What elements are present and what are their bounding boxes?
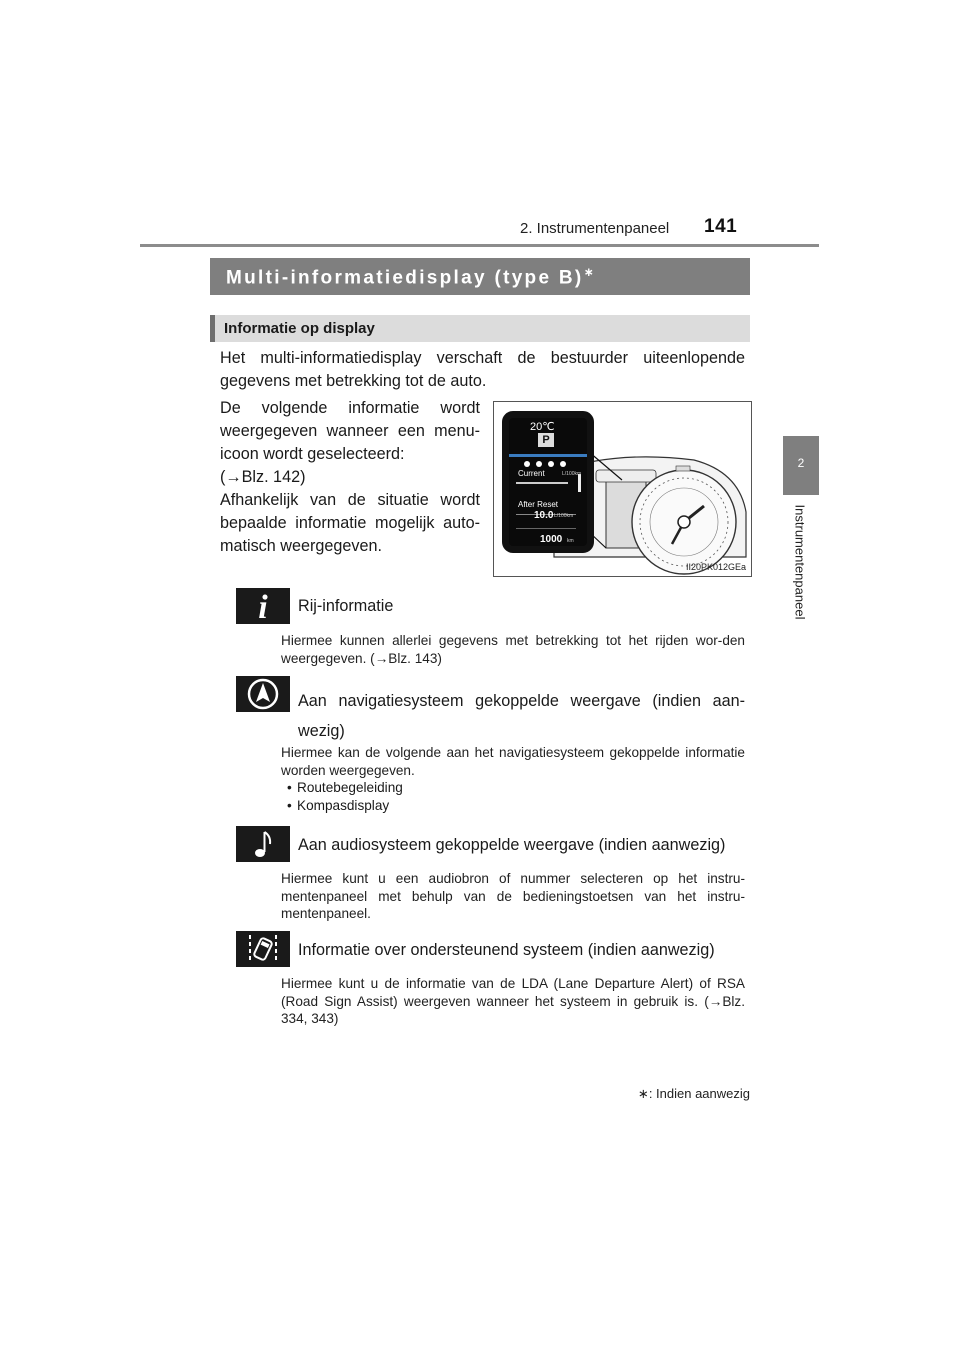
bullet-route-guidance: • Routebegeleiding [287,779,745,797]
intro-paragraph: Het multi-informatiedisplay verschaft de bestuurder uiteenlopende gegevens met betrekking tot de auto. [220,349,745,390]
item-desc-navigation: Hiermee kan de volgende aan het navigatiesysteem gekoppelde informatie worden weergegeven. [281,745,745,778]
chapter-label: Instrumentenpaneel [792,504,808,620]
screen-range-value: 1000 [540,534,563,545]
screen-temperature: 20℃ [530,421,555,433]
screen-gear: P [538,433,554,447]
info-icon [236,588,290,624]
chapter-number: 2 [797,456,805,470]
screen-range-unit: km [567,538,574,544]
subheading-accent-bar [210,315,215,342]
running-header-section: 2. Instrumentenpaneel [520,220,670,237]
item-body-navigation [281,744,745,814]
screen-current-label: Current [518,469,545,478]
figure-code: II20PK012GEa [685,562,746,572]
driving-support-icon [236,931,290,967]
svg-text:i: i [258,589,268,624]
page-number: 141 [704,216,738,237]
display-info-paragraph [220,397,480,558]
page-reference: (→Blz. 142) [220,468,306,486]
screen-after-reset-unit: L/100km [554,513,574,519]
section-title-band [210,258,750,295]
subheading: Informatie op display [224,320,375,337]
section-title-text: Multi-informatiedisplay (type B) [226,267,584,289]
item-title-driving-support: Informatie over ondersteunend systeem (indien aanwezig) [298,941,715,959]
display-info-text: De volgende informatie wordt weergegeven wanneer een menu-icoon wordt geselecteerd: [220,399,480,463]
screen-after-reset-value: 10.0 [534,510,554,521]
subheading-band [210,315,750,342]
screen-after-reset-label: After Reset [518,500,559,509]
header-rule [140,244,819,247]
audio-icon [236,826,290,862]
bullet-compass-display: • Kompasdisplay [287,797,745,815]
item-title-driving-info: Rij-informatie [298,597,394,615]
screen-current-unit: L/100km [562,471,582,477]
footnote: ∗: Indien aanwezig [637,1086,750,1101]
item-title-navigation: Aan navigatiesysteem gekoppelde weergave (indien aan-wezig) [298,692,745,740]
item-title-audio: Aan audiosysteem gekoppelde weergave (indien aanwezig) [298,836,726,854]
item-desc-driving-info: Hiermee kunnen allerlei gegevens met betrekking tot het rijden wor-den weergegeven. (→Blz. 143) [281,633,745,666]
section-title [226,265,594,289]
item-desc-driving-support: Hiermee kunt u de informatie van de LDA (Lane Departure Alert) of RSA (Road Sign Assist) weergeven wanneer het systeem in gebruik is. (→Blz. 334, 343) [281,976,745,1026]
section-title-mark: ∗ [583,265,594,279]
item-desc-audio: Hiermee kunt u een audiobron of nummer selecteren op het instru-mentenpaneel met behulp van de bedieningstoetsen van het instru-mentenpaneel. [281,871,745,921]
navigation-bullet-list [287,779,745,814]
auto-display-text: Afhankelijk van de situatie wordt bepaalde informatie mogelijk auto-matisch weergegeven. [220,491,480,555]
chapter-tab [783,436,819,495]
navigation-icon [236,676,290,712]
instrument-cluster-illustration [493,401,752,577]
